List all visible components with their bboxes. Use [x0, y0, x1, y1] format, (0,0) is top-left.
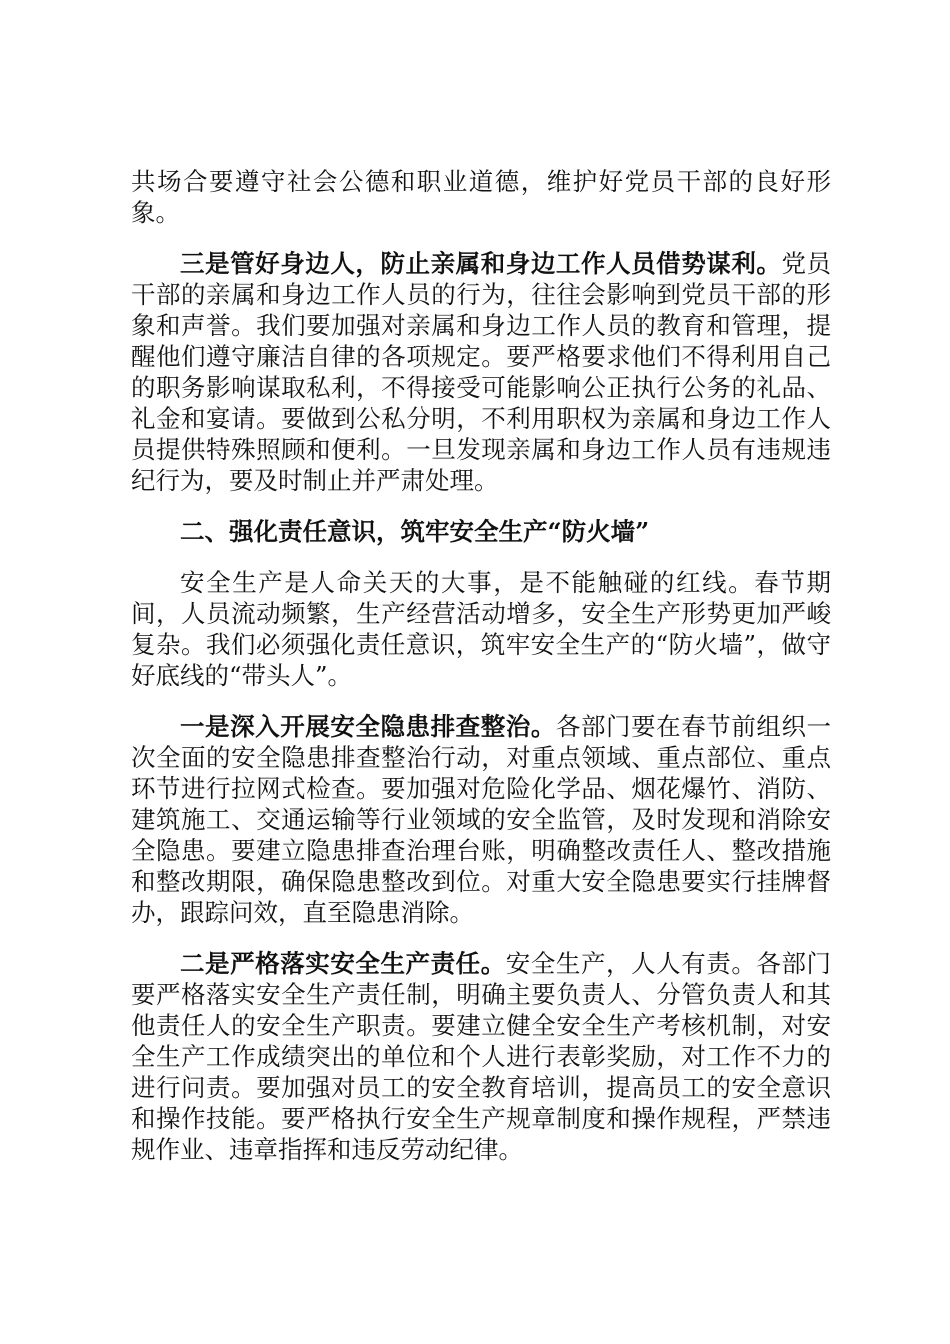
paragraph-text: 党员干部的亲属和身边工作人员的行为，往往会影响到党员干部的形象和声誉。我们要加强对亲属和身边工作人员的教育和管理，提醒他们遵守廉洁自律的各项规定。要严格要求他们不得利用自己的职务影响谋取私利，不得接受可能影响公正执行公务的礼品、礼金和宴请。要做到公私分明，不利用职权为亲属和身边工作人员提供特殊照顾和便利。一旦发现亲属和身边工作人员有违规违纪行为，要及时制止并严肃处理。 — [131, 249, 831, 495]
paragraph-item-three — [131, 248, 831, 496]
paragraph-lead: 一是深入开展安全隐患排查整治。 — [180, 712, 556, 741]
document-body — [131, 166, 831, 1185]
paragraph-text: 安全生产，人人有责。各部门要严格落实安全生产责任制，明确主要负责人、分管负责人和其他责任人的安全生产职责。要建立健全安全生产考核机制，对安全生产工作成绩突出的单位和个人进行表彰奖励，对工作不力的进行问责。要加强对员工的安全教育培训，提高员工的安全意识和操作技能。要严格执行安全生产规章制度和操作规程，严禁违规作业、违章指挥和违反劳动纪律。 — [131, 949, 831, 1164]
paragraph-continuation — [131, 166, 831, 228]
section-heading: 二、强化责任意识，筑牢安全生产“防火墙” — [180, 517, 650, 546]
paragraph-lead: 二是严格落实安全生产责任。 — [180, 949, 506, 978]
paragraph-intro — [131, 567, 831, 691]
paragraph-text: 共场合要遵守社会公德和职业道德，维护好党员干部的良好形象。 — [131, 167, 831, 227]
paragraph-item-one — [131, 711, 831, 928]
paragraph-lead: 三是管好身边人，防止亲属和身边工作人员借势谋利。 — [180, 249, 782, 278]
paragraph-item-two — [131, 948, 831, 1165]
paragraph-text: 安全生产是人命关天的大事，是不能触碰的红线。春节期间，人员流动频繁，生产经营活动增多，安全生产形势更加严峻复杂。我们必须强化责任意识，筑牢安全生产的“防火墙”，做守好底线的“带头人”。 — [131, 568, 831, 690]
paragraph-text: 各部门要在春节前组织一次全面的安全隐患排查整治行动，对重点领域、重点部位、重点环节进行拉网式检查。要加强对危险化学品、烟花爆竹、消防、建筑施工、交通运输等行业领域的安全监管，及时发现和消除安全隐患。要建立隐患排查治理台账，明确整改责任人、整改措施和整改期限，确保隐患整改到位。对重大安全隐患要实行挂牌督办，跟踪问效，直至隐患消除。 — [131, 712, 832, 927]
